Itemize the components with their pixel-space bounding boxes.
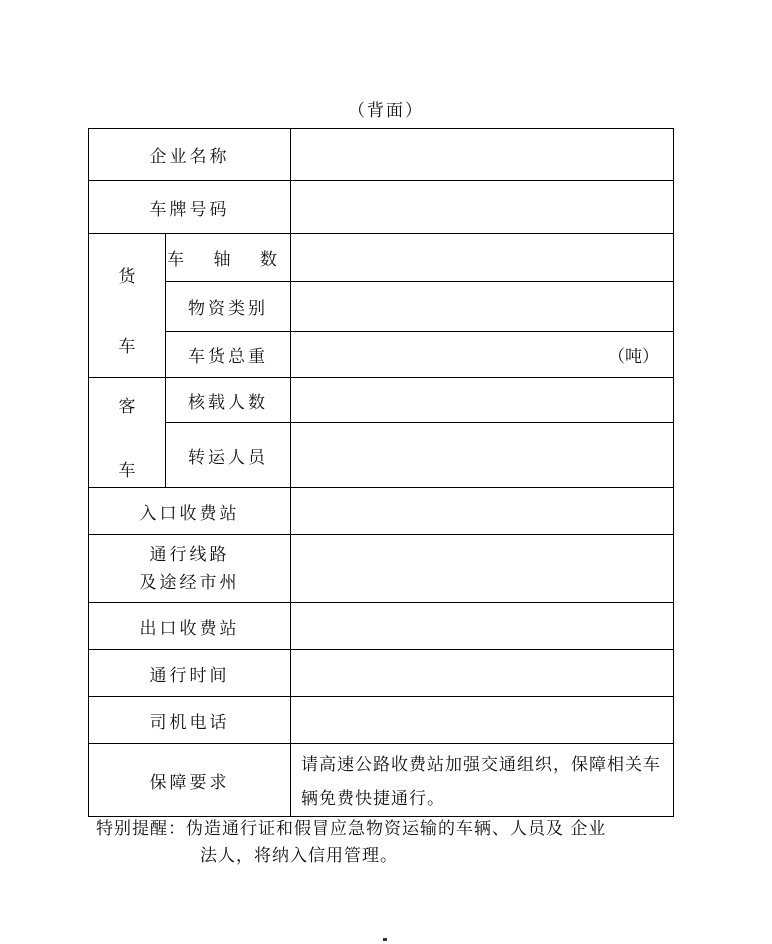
row-axles: [89, 234, 674, 282]
label-guarantee: 保障要求: [89, 744, 291, 817]
label-plate: 车牌号码: [89, 181, 291, 234]
label-company: 企业名称: [89, 129, 291, 181]
label-personnel: 转运人员: [166, 423, 291, 488]
row-route: [89, 535, 674, 603]
reminder-line2: 法人，将纳入信用管理。: [200, 846, 398, 866]
label-route: [89, 535, 291, 603]
row-plate: [89, 181, 674, 234]
field-company[interactable]: [291, 129, 674, 181]
field-entry[interactable]: [291, 488, 674, 535]
label-route-line1: 通行线路: [149, 544, 230, 565]
label-axles: 车 轴 数: [166, 234, 291, 282]
field-capacity[interactable]: [291, 378, 674, 423]
row-goods-type: [89, 282, 674, 331]
row-time: [89, 650, 674, 697]
field-axles[interactable]: [291, 234, 674, 282]
reminder-line1: 特别提醒：伪造通行证和假冒应急物资运输的车辆、人员及 企业: [96, 819, 607, 839]
label-entry: 入口收费站: [89, 488, 291, 535]
row-phone: [89, 697, 674, 744]
row-capacity: [89, 378, 674, 423]
label-exit: 出口收费站: [89, 603, 291, 650]
field-phone[interactable]: [291, 697, 674, 744]
label-capacity: 核载人数: [166, 378, 291, 423]
page-mark: [383, 938, 387, 941]
group-bus-char2: 车: [118, 461, 136, 481]
row-company: [89, 129, 674, 181]
field-route[interactable]: [291, 535, 674, 603]
field-time[interactable]: [291, 650, 674, 697]
group-truck: [89, 234, 166, 378]
group-bus: [89, 378, 166, 488]
weight-unit: （吨）: [608, 346, 659, 367]
row-exit: [89, 603, 674, 650]
field-goods-type[interactable]: [291, 282, 674, 331]
row-entry: [89, 488, 674, 535]
label-gross-weight: 车货总重: [166, 331, 291, 377]
permit-form-table: [88, 128, 674, 817]
label-time: 通行时间: [89, 650, 291, 697]
label-goods-type: 物资类别: [166, 282, 291, 331]
field-gross-weight[interactable]: [291, 331, 674, 377]
row-personnel: [89, 423, 674, 488]
page-heading: （背面）: [348, 101, 424, 121]
field-personnel[interactable]: [291, 423, 674, 488]
group-truck-char2: 车: [118, 337, 136, 357]
special-reminder: [96, 816, 676, 870]
group-bus-char1: 客: [118, 397, 136, 417]
row-guarantee: [89, 744, 674, 817]
field-plate[interactable]: [291, 181, 674, 234]
field-exit[interactable]: [291, 603, 674, 650]
group-truck-char1: 货: [118, 267, 136, 287]
row-gross-weight: [89, 331, 674, 377]
label-phone: 司机电话: [89, 697, 291, 744]
label-route-line2: 及途经市州: [139, 572, 240, 593]
guarantee-text: 请高速公路收费站加强交通组织，保障相关车辆免费快捷通行。: [291, 744, 674, 817]
